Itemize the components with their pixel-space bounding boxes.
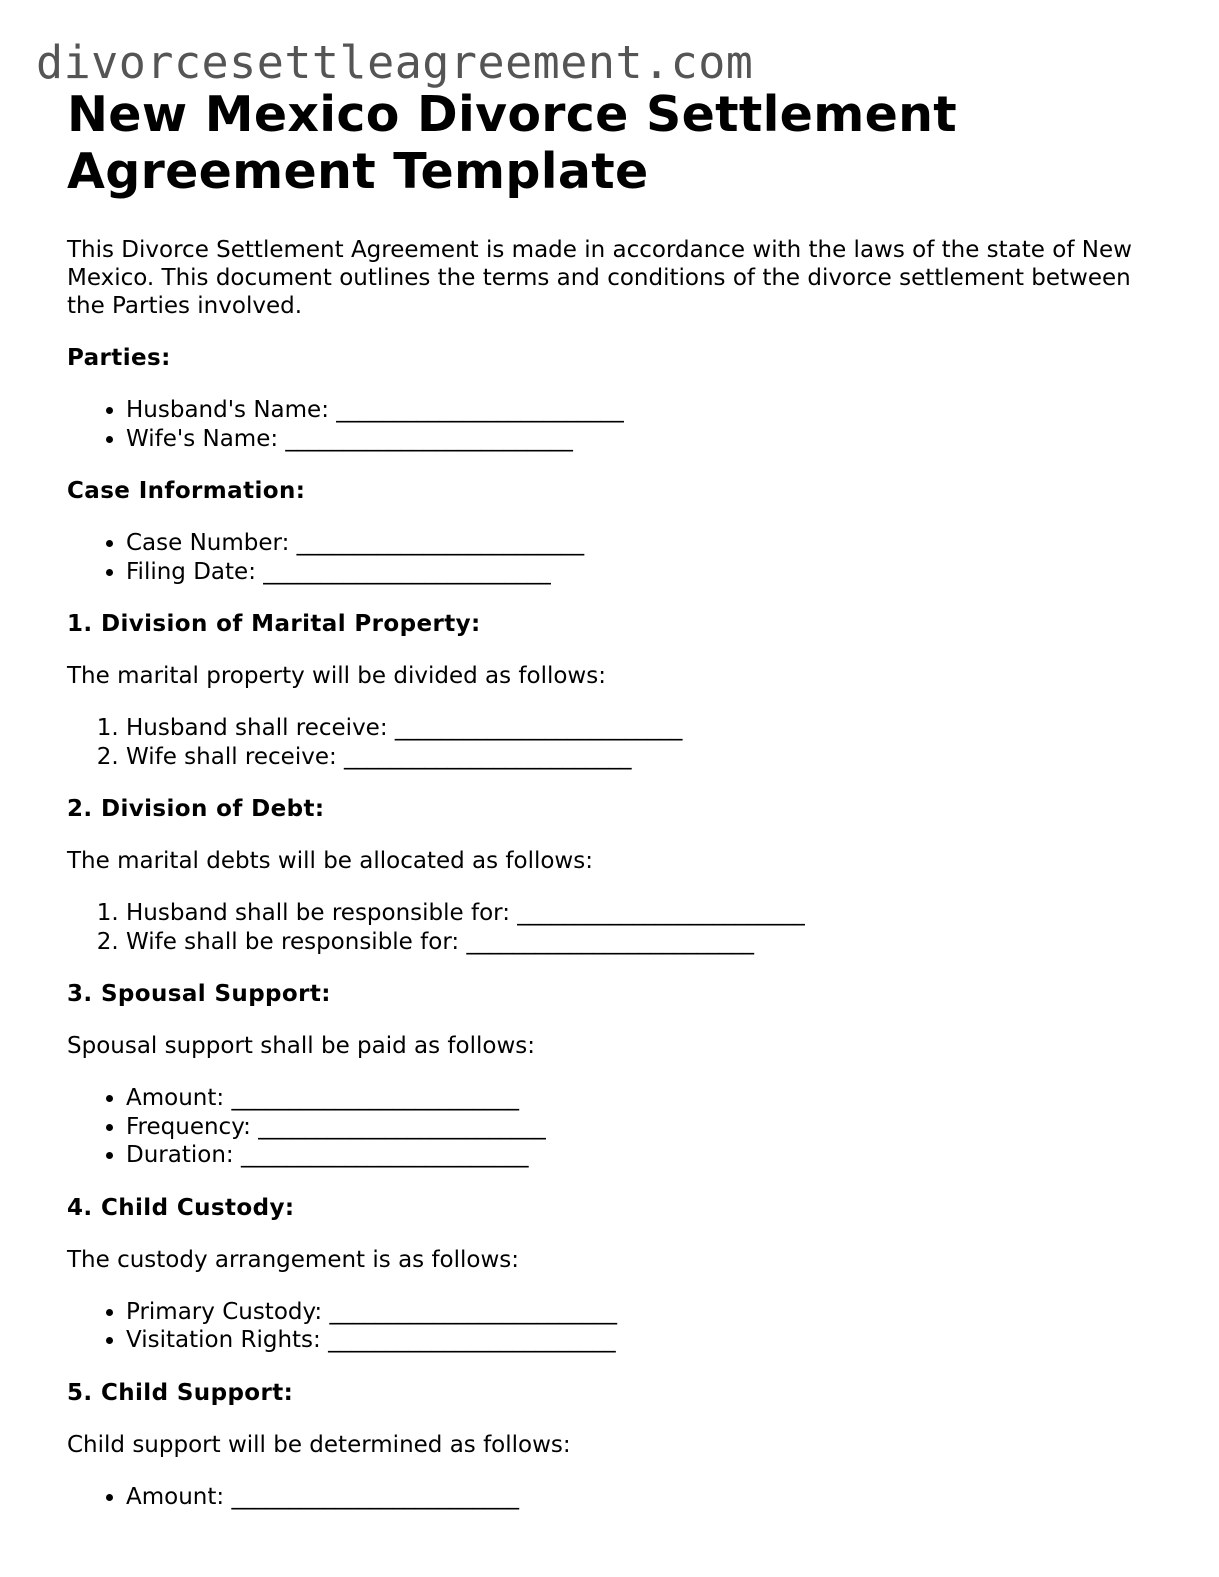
list-item xyxy=(126,1483,1167,1512)
case-info-list xyxy=(67,529,1167,586)
list-item xyxy=(126,899,1167,928)
fill-in-blank[interactable]: _________________________ xyxy=(263,558,551,585)
parties-list xyxy=(67,396,1167,453)
child-support-heading: 5. Child Support: xyxy=(67,1379,294,1406)
field-label: Amount: xyxy=(126,1085,225,1111)
list-item xyxy=(126,1084,1167,1113)
field-label: Husband shall be responsible for: xyxy=(126,900,510,926)
property-list xyxy=(67,714,1167,771)
list-item xyxy=(126,1113,1167,1142)
fill-in-blank[interactable]: _________________________ xyxy=(240,1142,529,1168)
child-custody-lead: The custody arrangement is as follows: xyxy=(67,1246,520,1273)
spousal-support-heading: 3. Spousal Support: xyxy=(67,981,331,1007)
child-support-list xyxy=(67,1483,1167,1512)
debt-list xyxy=(67,899,1167,956)
list-item xyxy=(126,1298,1167,1327)
title-line-2: Agreement Template xyxy=(67,143,649,200)
site-watermark: divorcesettleagreement.com xyxy=(36,36,754,89)
child-custody-list xyxy=(67,1298,1167,1355)
fill-in-blank[interactable]: _________________________ xyxy=(466,928,754,955)
list-item xyxy=(126,425,1167,454)
list-item xyxy=(126,396,1167,425)
field-label: Wife shall receive: xyxy=(126,743,337,770)
list-item xyxy=(126,1141,1167,1170)
page-title xyxy=(67,86,1167,200)
parties-heading: Parties: xyxy=(67,345,171,371)
fill-in-blank[interactable]: _________________________ xyxy=(344,743,632,770)
fill-in-blank[interactable]: _________________________ xyxy=(328,1327,616,1353)
list-item xyxy=(126,529,1167,558)
list-item xyxy=(126,558,1167,587)
intro-paragraph: This Divorce Settlement Agreement is made in accordance with the laws of the state of New Mexico. This document outlines the terms and conditions of the divorce settlement between the Parties involved. xyxy=(67,237,1132,319)
fill-in-blank[interactable]: _________________________ xyxy=(285,425,573,452)
field-label: Primary Custody: xyxy=(126,1298,323,1325)
field-label: Husband's Name: xyxy=(126,397,329,423)
field-label: Amount: xyxy=(126,1483,225,1510)
list-item xyxy=(126,714,1167,743)
fill-in-blank[interactable]: _________________________ xyxy=(517,900,805,926)
fill-in-blank[interactable]: _________________________ xyxy=(296,530,585,556)
spousal-support-list xyxy=(67,1084,1167,1170)
child-custody-heading: 4. Child Custody: xyxy=(67,1194,295,1221)
case-info-heading: Case Information: xyxy=(67,478,306,504)
fill-in-blank[interactable]: _________________________ xyxy=(394,715,683,741)
fill-in-blank[interactable]: _________________________ xyxy=(231,1085,519,1111)
fill-in-blank[interactable]: _________________________ xyxy=(231,1483,519,1510)
fill-in-blank[interactable]: _________________________ xyxy=(336,397,624,423)
debt-heading: 2. Division of Debt: xyxy=(67,796,325,822)
debt-lead: The marital debts will be allocated as follows: xyxy=(67,848,593,874)
field-label: Visitation Rights: xyxy=(126,1327,321,1353)
list-item xyxy=(126,928,1167,957)
fill-in-blank[interactable]: _________________________ xyxy=(329,1298,617,1325)
field-label: Duration: xyxy=(126,1142,234,1168)
fill-in-blank[interactable]: _________________________ xyxy=(258,1113,546,1140)
field-label: Frequency: xyxy=(126,1113,251,1140)
property-heading: 1. Division of Marital Property: xyxy=(67,611,481,637)
list-item xyxy=(126,1326,1167,1355)
list-item xyxy=(126,743,1167,772)
field-label: Wife's Name: xyxy=(126,425,279,452)
property-lead: The marital property will be divided as follows: xyxy=(67,663,606,689)
document-body xyxy=(67,86,1167,1511)
field-label: Filing Date: xyxy=(126,558,256,585)
field-label: Wife shall be responsible for: xyxy=(126,928,460,955)
field-label: Case Number: xyxy=(126,530,290,556)
spousal-support-lead: Spousal support shall be paid as follows: xyxy=(67,1033,535,1059)
field-label: Husband shall receive: xyxy=(126,715,388,741)
child-support-lead: Child support will be determined as follows: xyxy=(67,1431,571,1458)
title-line-1: New Mexico Divorce Settlement xyxy=(67,86,958,143)
